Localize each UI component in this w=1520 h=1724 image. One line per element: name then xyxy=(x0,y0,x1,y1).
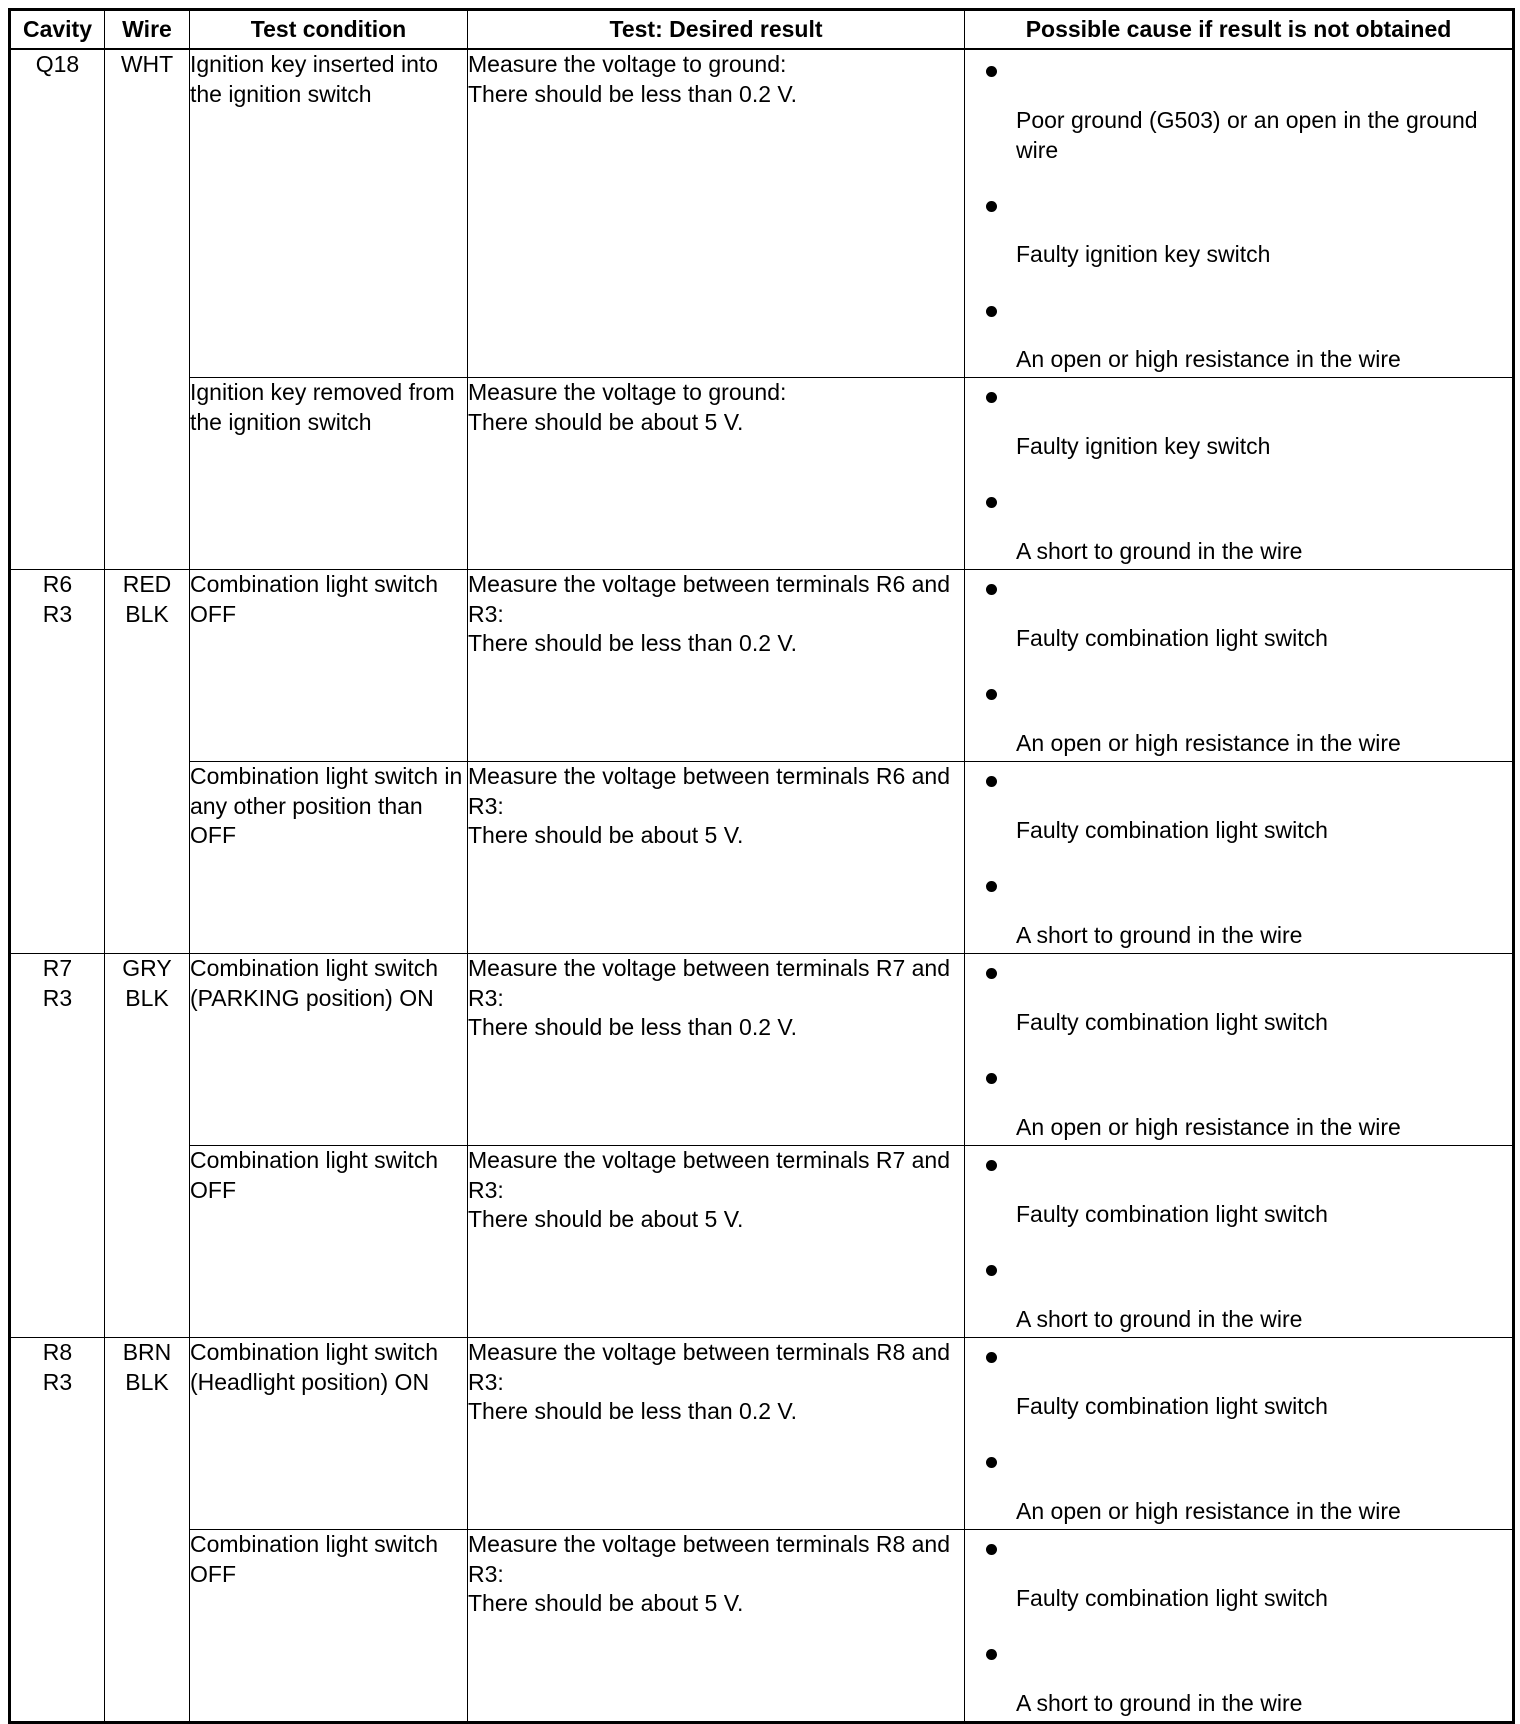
result-line: Measure the voltage between terminals R7 and R3: xyxy=(468,955,951,1011)
condition-cell: Ignition key removed from the ignition switch xyxy=(190,378,468,570)
cause-text: An open or high resistance in the wire xyxy=(1016,346,1401,372)
bullet-icon xyxy=(986,66,997,77)
cause-cell xyxy=(965,762,1514,954)
header-wire: Wire xyxy=(105,10,190,50)
wire-value: BLK xyxy=(125,985,169,1011)
table-row xyxy=(10,762,1514,954)
bullet-icon xyxy=(986,306,997,317)
cause-cell xyxy=(965,570,1514,762)
result-cell xyxy=(468,1530,965,1723)
cause-text: Faulty combination light switch xyxy=(1016,1201,1328,1227)
bullet-icon xyxy=(986,1160,997,1171)
header-cavity: Cavity xyxy=(10,10,105,50)
cause-text: Faulty combination light switch xyxy=(1016,1393,1328,1419)
bullet-icon xyxy=(986,201,997,212)
result-line: Measure the voltage between terminals R7 and R3: xyxy=(468,1147,951,1203)
wire-value: GRY xyxy=(122,955,172,981)
bullet-icon xyxy=(986,1073,997,1084)
bullet-icon xyxy=(986,392,997,403)
header-desired-result: Test: Desired result xyxy=(468,10,965,50)
cavity-value: R3 xyxy=(42,601,73,627)
cause-cell xyxy=(965,49,1514,378)
cavity-value: R7 xyxy=(42,955,73,981)
result-line: There should be about 5 V. xyxy=(468,1206,744,1233)
bullet-icon xyxy=(986,584,997,595)
bullet-icon xyxy=(986,1649,997,1660)
wire-value: RED xyxy=(122,571,172,597)
cause-text: An open or high resistance in the wire xyxy=(1016,1498,1401,1524)
wire-cell xyxy=(105,570,190,954)
result-line: There should be less than 0.2 V. xyxy=(468,630,798,657)
cause-cell xyxy=(965,1530,1514,1723)
cause-text: Faulty combination light switch xyxy=(1016,1009,1328,1035)
test-table xyxy=(8,8,1515,1724)
header-possible-cause: Possible cause if result is not obtained xyxy=(965,10,1514,50)
cause-text: Faulty combination light switch xyxy=(1016,817,1328,843)
result-cell xyxy=(468,378,965,570)
condition-cell: Combination light switch OFF xyxy=(190,1530,468,1723)
cavity-cell xyxy=(10,49,105,570)
cause-text: An open or high resistance in the wire xyxy=(1016,730,1401,756)
result-line: Measure the voltage between terminals R6 and R3: xyxy=(468,763,951,819)
wire-value: BLK xyxy=(125,601,169,627)
result-line: Measure the voltage between terminals R6 and R3: xyxy=(468,571,951,627)
bullet-icon xyxy=(986,689,997,700)
result-cell xyxy=(468,762,965,954)
bullet-icon xyxy=(986,968,997,979)
condition-cell: Combination light switch (Headlight position) ON xyxy=(190,1338,468,1530)
cavity-cell xyxy=(10,570,105,954)
result-line: There should be about 5 V. xyxy=(468,822,744,849)
result-cell xyxy=(468,1146,965,1338)
cause-text: Faulty combination light switch xyxy=(1016,625,1328,651)
table-row xyxy=(10,570,1514,762)
wire-value: BRN xyxy=(122,1339,172,1365)
table-row xyxy=(10,1146,1514,1338)
result-line: There should be less than 0.2 V. xyxy=(468,1014,798,1041)
wire-cell xyxy=(105,49,190,570)
cause-text: A short to ground in the wire xyxy=(1016,922,1303,948)
condition-cell: Ignition key inserted into the ignition switch xyxy=(190,49,468,378)
result-line: Measure the voltage to ground: xyxy=(468,379,787,405)
cause-text: Faulty ignition key switch xyxy=(1016,241,1271,267)
condition-cell: Combination light switch in any other position than OFF xyxy=(190,762,468,954)
table-row xyxy=(10,1530,1514,1723)
result-line: There should be about 5 V. xyxy=(468,408,744,435)
bullet-icon xyxy=(986,1265,997,1276)
table-row xyxy=(10,49,1514,378)
result-line: There should be less than 0.2 V. xyxy=(468,80,798,107)
table-row xyxy=(10,378,1514,570)
wire-cell xyxy=(105,954,190,1338)
condition-cell: Combination light switch (PARKING position) ON xyxy=(190,954,468,1146)
wire-value: BLK xyxy=(125,1369,169,1395)
cavity-value: Q18 xyxy=(35,51,80,77)
cavity-value: R6 xyxy=(42,571,73,597)
result-cell xyxy=(468,570,965,762)
wire-value: WHT xyxy=(120,51,174,77)
bullet-icon xyxy=(986,1352,997,1363)
result-cell xyxy=(468,1338,965,1530)
cause-text: A short to ground in the wire xyxy=(1016,1690,1303,1716)
cavity-value: R3 xyxy=(42,1369,73,1395)
result-cell xyxy=(468,954,965,1146)
result-line: There should be less than 0.2 V. xyxy=(468,1398,798,1425)
cause-text: An open or high resistance in the wire xyxy=(1016,1114,1401,1140)
cause-cell xyxy=(965,1338,1514,1530)
header-row xyxy=(10,10,1514,50)
table-row xyxy=(10,1338,1514,1530)
header-test-condition: Test condition xyxy=(190,10,468,50)
bullet-icon xyxy=(986,497,997,508)
bullet-icon xyxy=(986,1457,997,1468)
cause-cell xyxy=(965,954,1514,1146)
cause-text: Faulty ignition key switch xyxy=(1016,433,1271,459)
cause-text: A short to ground in the wire xyxy=(1016,538,1303,564)
result-cell xyxy=(468,49,965,378)
bullet-icon xyxy=(986,776,997,787)
wire-cell xyxy=(105,1338,190,1723)
cause-text: Faulty combination light switch xyxy=(1016,1585,1328,1611)
bullet-icon xyxy=(986,881,997,892)
table-row xyxy=(10,954,1514,1146)
result-line: There should be about 5 V. xyxy=(468,1590,744,1617)
cavity-value: R3 xyxy=(42,985,73,1011)
cause-cell xyxy=(965,1146,1514,1338)
cavity-value: R8 xyxy=(42,1339,73,1365)
condition-cell: Combination light switch OFF xyxy=(190,1146,468,1338)
condition-cell: Combination light switch OFF xyxy=(190,570,468,762)
result-line: Measure the voltage between terminals R8 and R3: xyxy=(468,1339,951,1395)
cause-cell xyxy=(965,378,1514,570)
cavity-cell xyxy=(10,954,105,1338)
cause-text: A short to ground in the wire xyxy=(1016,1306,1303,1332)
bullet-icon xyxy=(986,1544,997,1555)
cause-text: Poor ground (G503) or an open in the ground wire xyxy=(1016,107,1478,163)
result-line: Measure the voltage between terminals R8 and R3: xyxy=(468,1531,951,1587)
result-line: Measure the voltage to ground: xyxy=(468,51,787,77)
cavity-cell xyxy=(10,1338,105,1723)
document-page xyxy=(8,8,1512,1716)
